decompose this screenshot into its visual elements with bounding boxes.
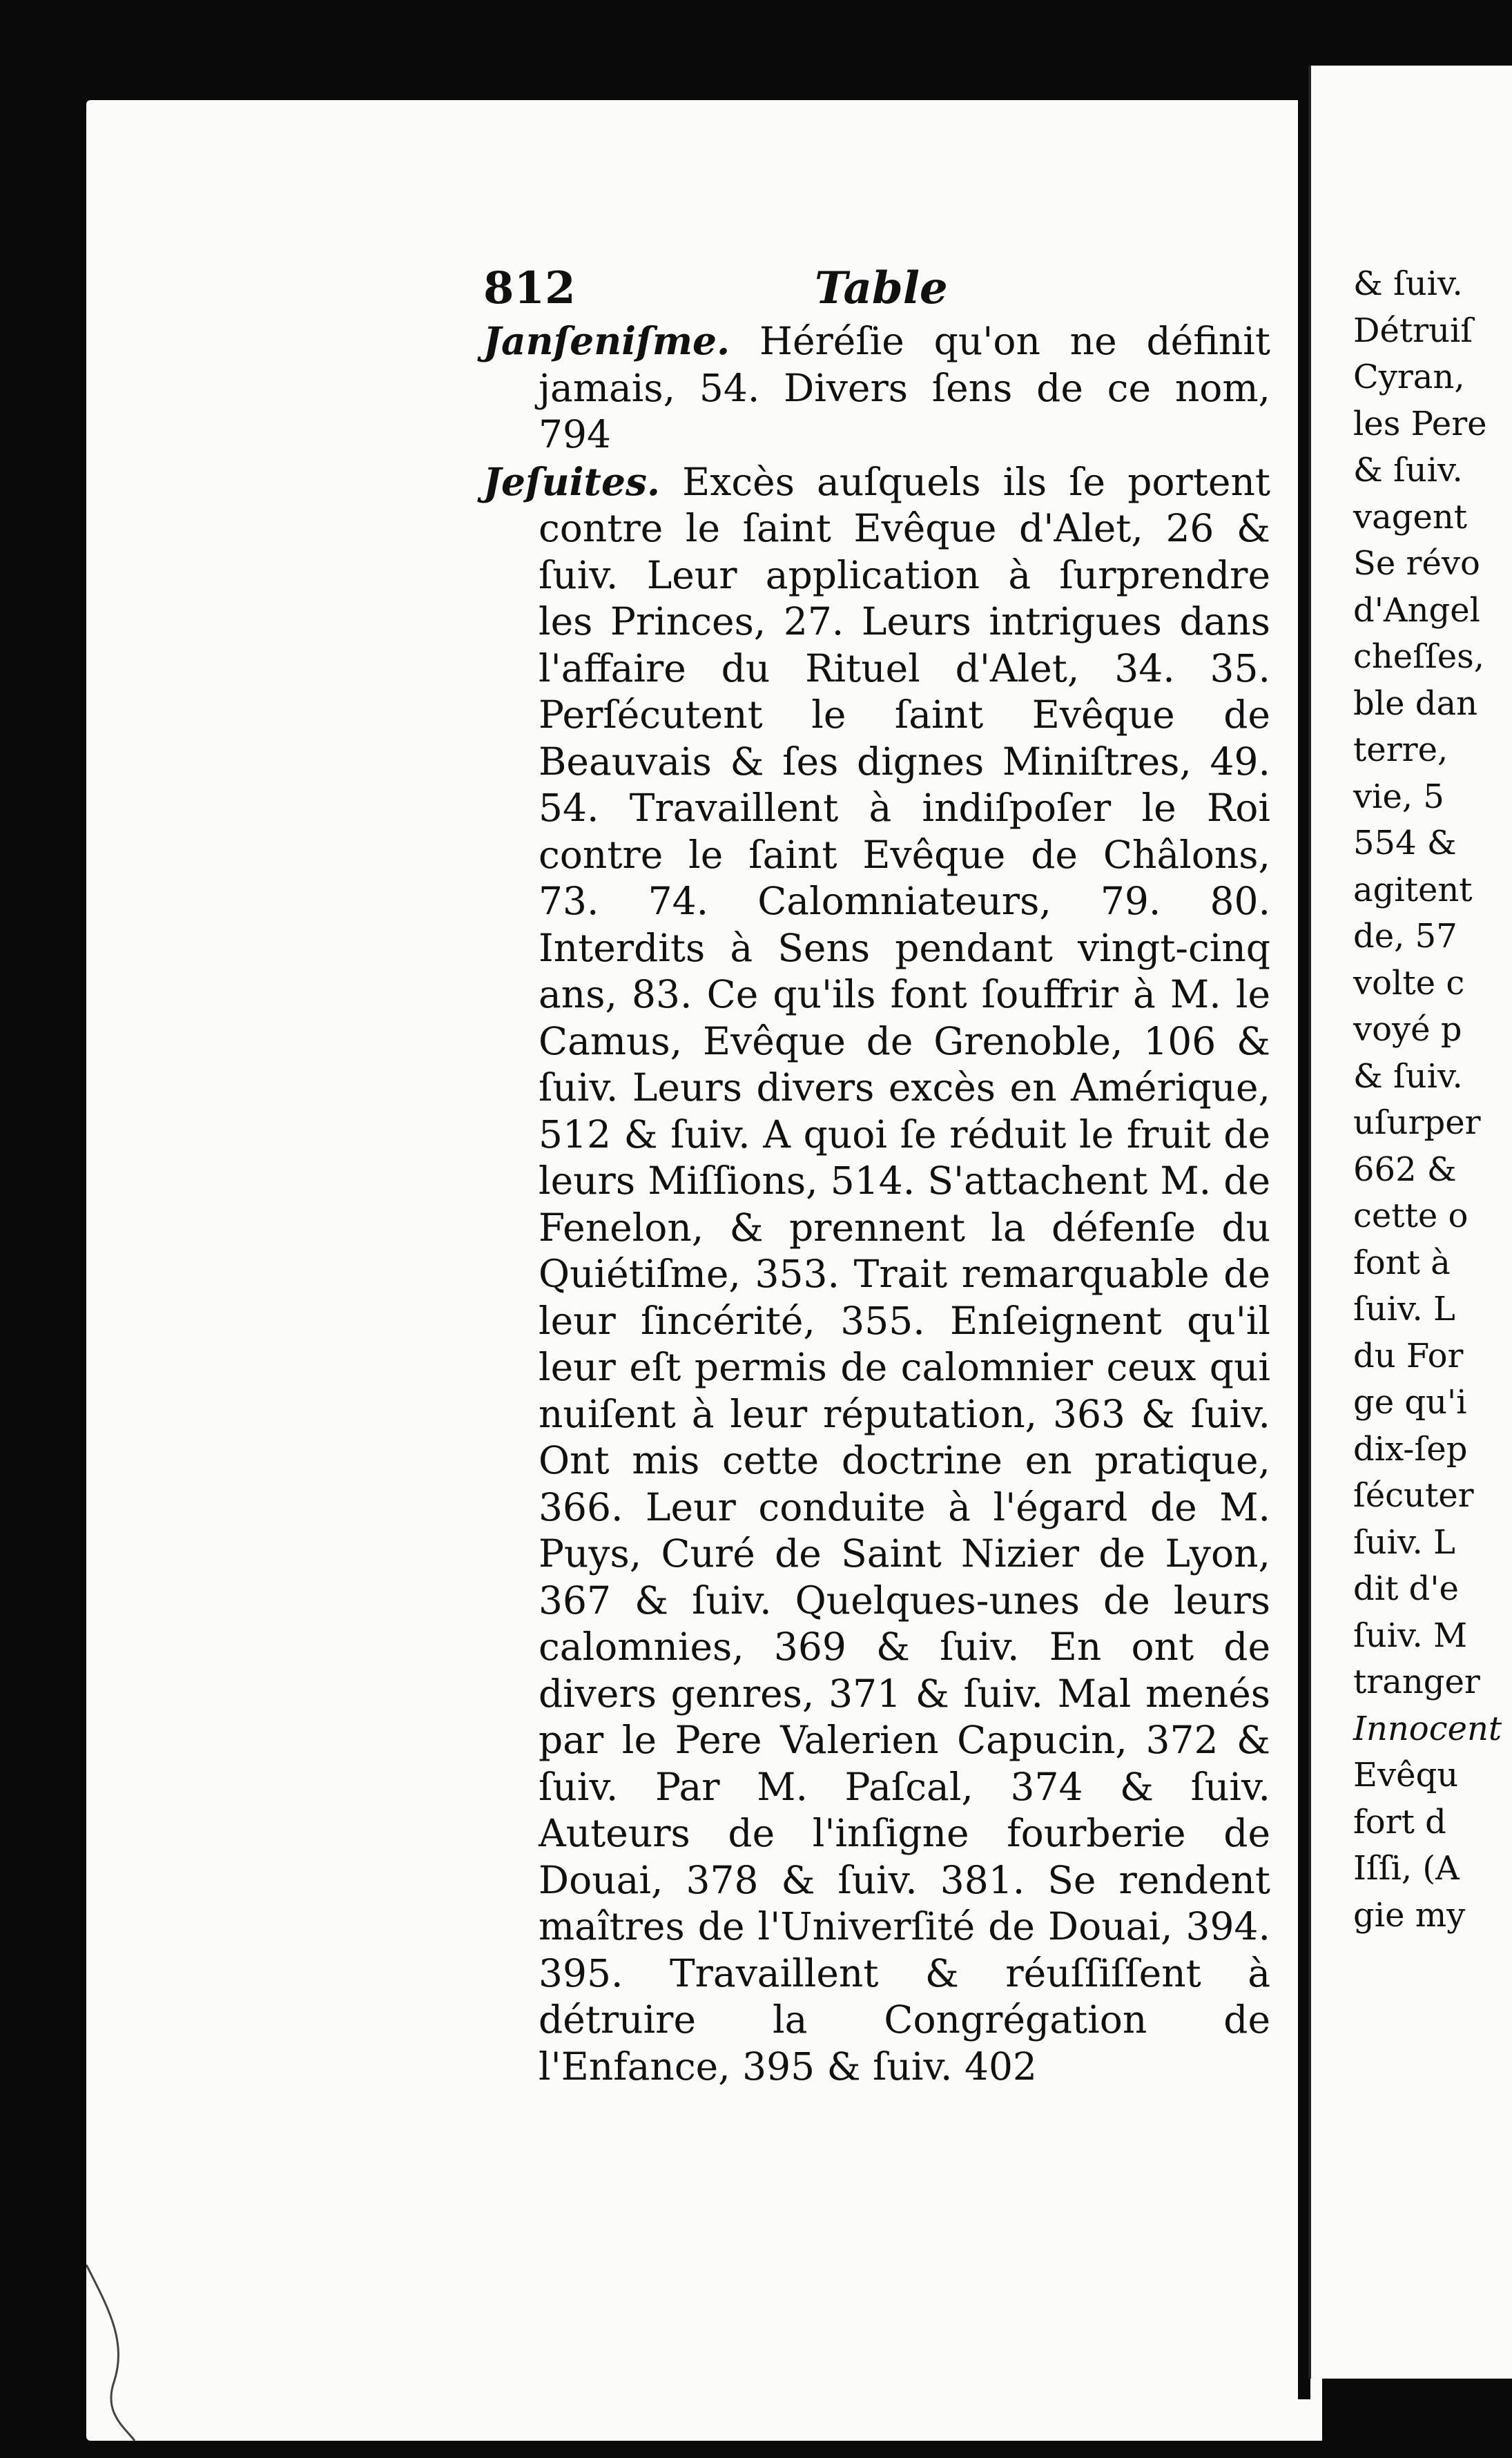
index-entries bbox=[483, 318, 1270, 2090]
text-line: ge qu'i bbox=[1353, 1383, 1467, 1422]
text-line: Evêqu bbox=[1353, 1756, 1459, 1794]
text-line: ſuiv. L bbox=[1353, 1522, 1455, 1562]
text-line: Iſſi, (A bbox=[1353, 1849, 1460, 1888]
text-line: ſécuter bbox=[1353, 1476, 1474, 1515]
right-page-text bbox=[1353, 261, 1502, 1939]
text-line: font à bbox=[1353, 1243, 1451, 1282]
text-line: du For bbox=[1353, 1336, 1464, 1375]
text-line: fort d bbox=[1353, 1802, 1446, 1841]
text-line: cette o bbox=[1353, 1197, 1469, 1235]
text-line: ſuiv. L bbox=[1353, 1290, 1455, 1328]
entry-text: Excès auſquels ils ſe portent contre le ſaint Evêque d'Alet, 26 & ſuiv. Leur application à ſurprendre les Princes, 27. Leurs intrigues dans l'affaire du Rituel d'Alet, 34. 35. Perſécutent le ſaint Evêque de Beauvais & ſes dignes Miniſtres, 49. 54. Travaillent à indiſpoſer le Roi contre le ſaint Evêque de Châlons, 73. 74. Calomniateurs, 79. 80. Interdits à Sens pendant vingt-cinq ans, 83. Ce qu'ils font ſouffrir à M. le Camus, Evêque de Grenoble, 106 & ſuiv. Leurs divers excès en Amérique, 512 & ſuiv. A quoi ſe réduit le fruit de leurs Miſſions, 514. S'attachent M. de Fenelon, & prennent la défenſe du Quiétiſme, 353. Trait remarquable de leur ſincérité, 355. Enſeignent qu'il leur eſt permis de calomnier ceux qui nuiſent à leur réputation, 363 & ſuiv. Ont mis cette doctrine en pratique, 366. Leur conduite à l'égard de M. Puys, Curé de Saint Nizier de Lyon, 367 & ſuiv. Quelques-unes de leurs calomnies, 369 & ſuiv. En ont de divers genres, 371 & ſuiv. Mal menés par le Pere Valerien Capucin, 372 & ſuiv. Par M. Paſcal, 374 & ſuiv. Auteurs de l'inſigne fourberie de Douai, 378 & ſuiv. 381. Se rendent maîtres de l'Univerſité de Douai, 394. 395. Travaillent & réuſſiſſent à détruire la Congrégation de l'Enfance, 395 & ſuiv. 402 bbox=[539, 459, 1270, 2089]
text-line: les Pere bbox=[1353, 404, 1487, 443]
entry-heading: Jeſuites. bbox=[483, 458, 661, 504]
entry-text: Héréſie qu'on ne définit jamais, 54. Divers ſens de ce nom, 794 bbox=[539, 319, 1270, 456]
page-header bbox=[483, 262, 1229, 325]
page-number: 812 bbox=[483, 262, 576, 314]
text-line: & ſuiv. bbox=[1353, 1056, 1463, 1096]
text-line: de, 57 bbox=[1353, 917, 1457, 956]
text-line: tranger bbox=[1353, 1663, 1480, 1701]
text-line: voyé p bbox=[1353, 1010, 1462, 1049]
text-line: & ſuiv. bbox=[1353, 264, 1463, 303]
index-entry bbox=[483, 318, 1270, 458]
running-title: Table bbox=[815, 262, 948, 314]
index-entry bbox=[483, 458, 1270, 2091]
text-line: volte c bbox=[1353, 963, 1465, 1003]
text-line: & ſuiv. bbox=[1353, 451, 1463, 490]
text-line: gie my bbox=[1353, 1895, 1466, 1935]
text-line: Innocent bbox=[1353, 1709, 1502, 1748]
text-line: ſuiv. M bbox=[1353, 1616, 1468, 1655]
text-line: 554 & bbox=[1353, 824, 1457, 862]
text-line: Cyran, bbox=[1353, 358, 1465, 396]
text-line: ble dan bbox=[1353, 684, 1477, 723]
page-corner-curl bbox=[86, 2265, 142, 2444]
text-line: dix-ſep bbox=[1353, 1429, 1468, 1469]
text-line: 662 & bbox=[1353, 1150, 1457, 1189]
text-line: agitent bbox=[1353, 870, 1473, 909]
text-line: dit d'e bbox=[1353, 1569, 1459, 1608]
text-line: uſurper bbox=[1353, 1103, 1481, 1142]
text-line: vie, 5 bbox=[1353, 777, 1444, 816]
text-line: d'Angel bbox=[1353, 590, 1480, 630]
text-line: cheſſes, bbox=[1353, 637, 1485, 676]
text-line: vagent bbox=[1353, 497, 1468, 536]
text-line: Se révo bbox=[1353, 544, 1480, 583]
text-line: Détruiſ bbox=[1353, 311, 1473, 350]
text-line: terre, bbox=[1353, 730, 1448, 769]
entry-heading: Janſeniſme. bbox=[483, 318, 730, 363]
